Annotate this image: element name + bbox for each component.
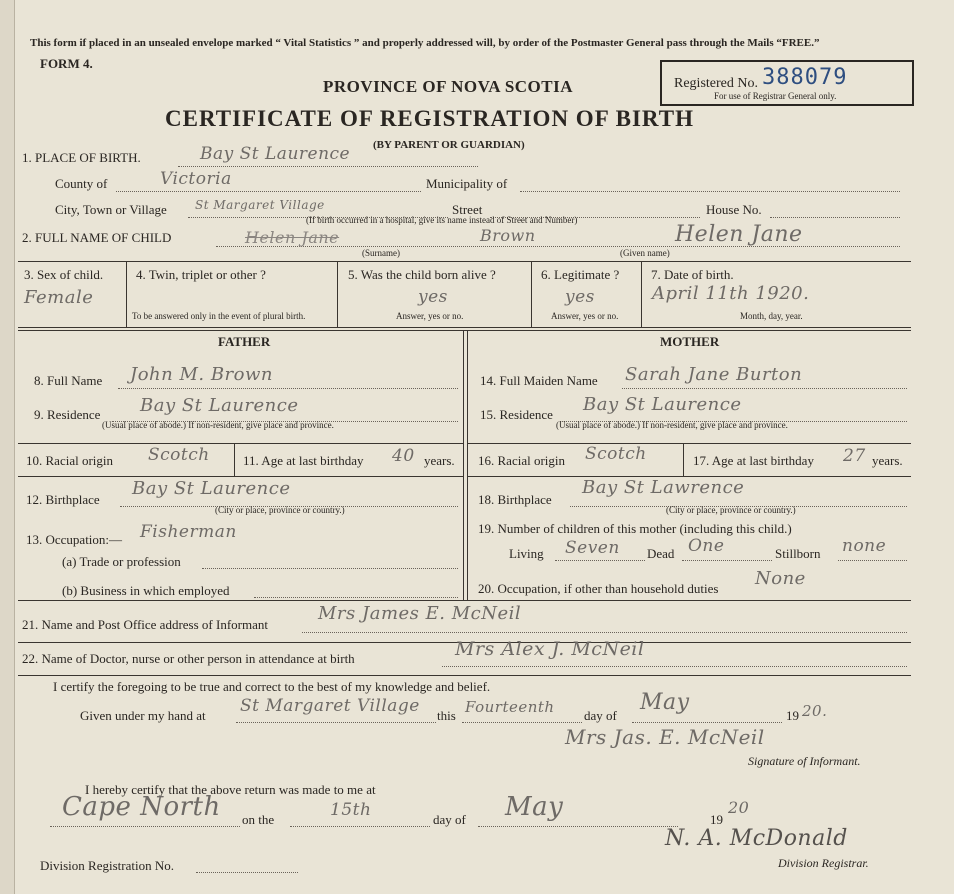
registered-note: For use of Registrar General only. <box>714 91 837 101</box>
father-birthplace-label: 12. Birthplace <box>26 492 100 507</box>
mother-age-label: 17. Age at last birthday <box>693 453 814 468</box>
father-residence-value: Bay St Laurence <box>140 395 299 416</box>
page-subtitle: (BY PARENT OR GUARDIAN) <box>373 139 525 151</box>
born-alive-value: yes <box>418 287 448 307</box>
twin-note: To be answered only in the event of plural birth. <box>132 311 306 321</box>
father-residence-label: 9. Residence <box>34 407 101 422</box>
mother-name-value: Sarah Jane Burton <box>625 364 803 385</box>
mother-heading: MOTHER <box>660 334 720 349</box>
father-heading: FATHER <box>218 334 271 349</box>
signature-caption: Signature of Informant. <box>748 754 861 768</box>
doctor-label: 22. Name of Doctor, nurse or other person in attendance at birth <box>22 651 355 666</box>
father-birthplace-note: (City or place, province or country.) <box>215 505 345 515</box>
mother-birthplace-label: 18. Birthplace <box>478 492 552 507</box>
house-label: House No. <box>706 202 762 217</box>
registrar-year-value: 20 <box>728 798 750 817</box>
given-year-prefix: 19 <box>786 708 799 723</box>
father-racial-value: Scotch <box>148 445 210 465</box>
registrar-day-label: day of <box>433 812 466 827</box>
form-number: FORM 4. <box>40 56 93 71</box>
registration-box <box>660 60 914 106</box>
surname-caption: (Surname) <box>362 248 400 258</box>
mother-racial-label: 16. Racial origin <box>478 453 566 468</box>
registered-label: Registered No. <box>674 76 758 91</box>
place-of-birth-value: Bay St Laurence <box>200 144 351 164</box>
father-age-value: 40 <box>392 446 415 466</box>
legitimate-label: 6. Legitimate ? <box>541 267 620 282</box>
date-of-birth-value: April 11th 1920. <box>652 283 810 304</box>
hospital-note: (If birth occurred in a hospital, give its name instead of Street and Number) <box>306 215 578 225</box>
sex-label: 3. Sex of child. <box>24 267 104 282</box>
father-residence-note: (Usual place of abode.) If non-resident, give place and province. <box>102 420 334 430</box>
living-label: Living <box>509 546 544 561</box>
legitimate-value: yes <box>565 287 595 307</box>
division-registration-label: Division Registration No. <box>40 858 174 873</box>
mother-age-unit: years. <box>872 453 903 468</box>
born-alive-note: Answer, yes or no. <box>396 311 464 321</box>
dead-value: One <box>688 536 725 556</box>
father-birthplace-value: Bay St Laurence <box>132 478 291 499</box>
mother-age-value: 27 <box>843 446 866 466</box>
child-given-value: Helen Jane <box>675 222 803 247</box>
page-title: CERTIFICATE OF REGISTRATION OF BIRTH <box>165 106 694 131</box>
this-label: this <box>437 708 456 723</box>
city-value: St Margaret Village <box>195 198 325 212</box>
province-heading: PROVINCE OF NOVA SCOTIA <box>323 77 574 96</box>
dead-label: Dead <box>647 546 675 561</box>
registrar-signature: N. A. McDonald <box>665 826 848 851</box>
registered-number: 388079 <box>762 65 848 90</box>
county-label: County of <box>55 176 108 191</box>
given-day-value: Fourteenth <box>465 698 555 716</box>
date-of-birth-label: 7. Date of birth. <box>651 267 734 282</box>
father-racial-label: 10. Racial origin <box>26 453 114 468</box>
given-day-label: day of <box>584 708 617 723</box>
place-of-birth-label: 1. PLACE OF BIRTH. <box>22 150 141 165</box>
father-occupation-value: Fisherman <box>140 522 237 542</box>
child-surname-value: Brown <box>480 226 536 245</box>
mother-residence-note: (Usual place of abode.) If non-resident, give place and province. <box>556 420 788 430</box>
child-name-label: 2. FULL NAME OF CHILD <box>22 230 172 245</box>
given-year-value: 20. <box>802 702 828 720</box>
county-value: Victoria <box>160 169 232 189</box>
informant-value: Mrs James E. McNeil <box>318 603 522 624</box>
registrar-certify-text: I hereby certify that the above return was made to me at <box>85 782 376 797</box>
twin-label: 4. Twin, triplet or other ? <box>136 267 266 282</box>
born-alive-label: 5. Was the child born alive ? <box>348 267 496 282</box>
informant-signature: Mrs Jas. E. McNeil <box>565 725 765 749</box>
given-caption: (Given name) <box>620 248 670 258</box>
living-value: Seven <box>565 538 620 558</box>
sex-value: Female <box>24 287 94 308</box>
given-month-value: May <box>640 690 690 715</box>
mother-occupation-value: None <box>755 568 806 589</box>
given-under-label: Given under my hand at <box>80 708 206 723</box>
father-name-value: John M. Brown <box>130 364 274 385</box>
registrar-year-prefix: 19 <box>710 812 723 827</box>
registrar-place-value: Cape North <box>62 792 221 822</box>
legitimate-note: Answer, yes or no. <box>551 311 619 321</box>
registrar-month-value: May <box>505 792 564 822</box>
children-count-label: 19. Number of children of this mother (including this child.) <box>478 521 792 536</box>
mother-name-label: 14. Full Maiden Name <box>480 373 598 388</box>
father-age-unit: years. <box>424 453 455 468</box>
mother-occupation-label: 20. Occupation, if other than household duties <box>478 581 719 596</box>
father-name-label: 8. Full Name <box>34 373 103 388</box>
binding-edge <box>0 0 15 894</box>
city-label: City, Town or Village <box>55 202 167 217</box>
mother-racial-value: Scotch <box>585 444 647 464</box>
mother-residence-value: Bay St Laurence <box>583 394 742 415</box>
father-age-label: 11. Age at last birthday <box>243 453 364 468</box>
mother-residence-label: 15. Residence <box>480 407 553 422</box>
stillborn-value: none <box>842 536 887 556</box>
father-occupation-label: 13. Occupation:— <box>26 532 123 547</box>
street-label: Street <box>452 202 483 217</box>
child-name-crossed: Helen Jane <box>245 228 340 247</box>
doctor-value: Mrs Alex J. McNeil <box>455 638 645 660</box>
business-label: (b) Business in which employed <box>62 583 230 598</box>
informant-label: 21. Name and Post Office address of Informant <box>22 617 268 632</box>
municipality-label: Municipality of <box>426 176 508 191</box>
mother-birthplace-note: (City or place, province or country.) <box>666 505 796 515</box>
registrar-caption: Division Registrar. <box>778 856 869 870</box>
mother-birthplace-value: Bay St Lawrence <box>582 477 745 498</box>
certify-text: I certify the foregoing to be true and correct to the best of my knowledge and belief. <box>53 679 491 694</box>
mail-notice: This form if placed in an unsealed envelope marked “ Vital Statistics ” and properly addressed will, by order of the Postmaster General pass through the Mails “FREE.” <box>30 37 820 49</box>
stillborn-label: Stillborn <box>775 546 821 561</box>
date-of-birth-note: Month, day, year. <box>740 311 803 321</box>
registrar-day-value: 15th <box>330 800 372 820</box>
given-place-value: St Margaret Village <box>240 696 420 716</box>
on-the-label: on the <box>242 812 275 827</box>
trade-label: (a) Trade or profession <box>62 554 181 569</box>
